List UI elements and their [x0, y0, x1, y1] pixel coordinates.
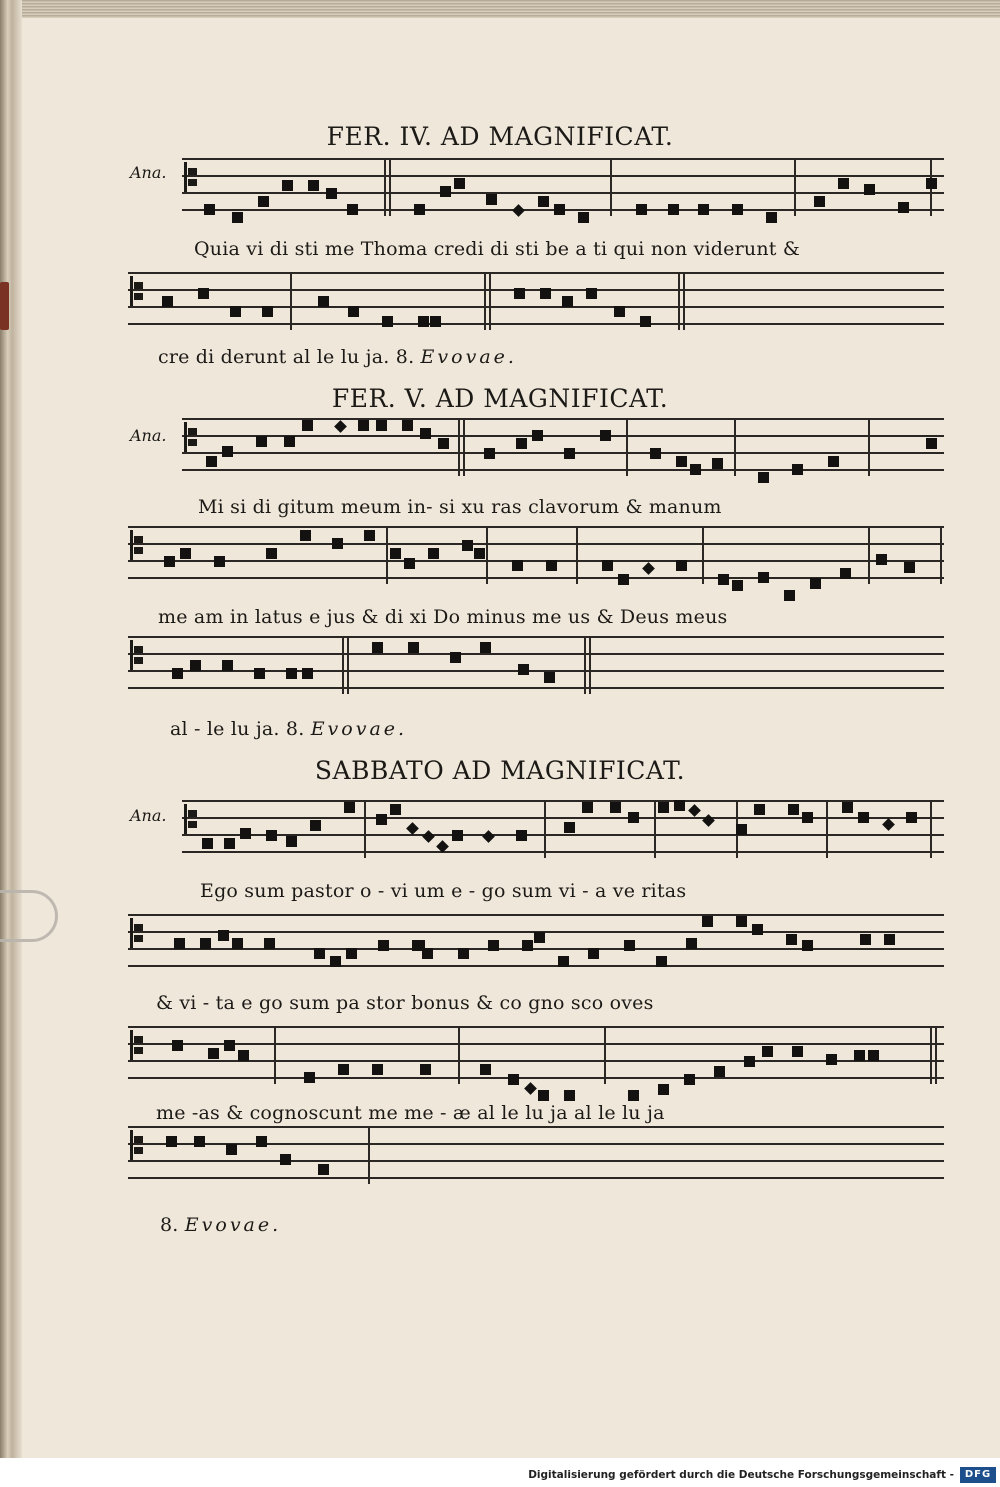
neume-note: [200, 938, 211, 949]
staff-line: [128, 306, 944, 308]
neume-note: [712, 458, 723, 469]
neume-note: [414, 204, 425, 215]
staff-line: [128, 272, 944, 274]
staff-line: [128, 560, 944, 562]
neume-note: [474, 548, 485, 559]
staff-line: [128, 1077, 944, 1079]
neume-note: [868, 1050, 879, 1061]
bar-line: [368, 1126, 370, 1184]
neume-note: [218, 930, 229, 941]
lyric-line: me am in latus e jus & di xi Do minus me us & Deus meus: [158, 606, 728, 628]
neume-note: [480, 1064, 491, 1075]
neume-note: [792, 1046, 803, 1057]
c-clef-icon: [184, 162, 199, 192]
staff-line: [182, 452, 944, 454]
neume-note: [610, 802, 621, 813]
neume-note: [440, 186, 451, 197]
neume-note: [358, 420, 369, 431]
psalm-tone-evovae: Evovae.: [420, 346, 517, 368]
neume-note: [840, 568, 851, 579]
neume-note: [690, 464, 701, 475]
neume-note: [676, 560, 687, 571]
lyric-line: [170, 718, 407, 740]
neume-note: [284, 436, 295, 447]
neume-note: [538, 196, 549, 207]
neume-note: [452, 830, 463, 841]
neume-note: [372, 1064, 383, 1075]
neume-note: [172, 668, 183, 679]
c-clef-icon: [130, 1130, 145, 1160]
c-clef-icon: [130, 1030, 145, 1060]
neume-note: [688, 804, 701, 817]
c-clef-icon: [130, 918, 145, 948]
neume-note: [308, 180, 319, 191]
neume-note: [258, 196, 269, 207]
neume-note: [650, 448, 661, 459]
neume-note: [458, 948, 469, 959]
c-clef-icon: [184, 422, 199, 452]
neume-note: [512, 560, 523, 571]
neume-note: [438, 438, 449, 449]
neume-note: [418, 316, 429, 327]
neume-note: [736, 916, 747, 927]
neume-note: [344, 802, 355, 813]
neume-note: [860, 934, 871, 945]
neume-note: [884, 934, 895, 945]
neume-note: [522, 940, 533, 951]
neume-note: [754, 804, 765, 815]
neume-note: [304, 1072, 315, 1083]
neume-note: [302, 420, 313, 431]
lyric-line: me -as & cognoscunt me me - æ al le lu ja al le lu ja: [156, 1102, 665, 1124]
section-heading-fer-iv: FER. IV. AD MAGNIFICAT.: [326, 122, 674, 151]
bar-line: [794, 158, 796, 216]
neume-note: [698, 204, 709, 215]
psalm-tone-evovae: Evovae.: [184, 1214, 282, 1236]
music-staff: [182, 158, 944, 214]
neume-note: [744, 1056, 755, 1067]
neume-note: [450, 652, 461, 663]
bar-line: [930, 1026, 932, 1084]
neume-note: [864, 184, 875, 195]
staff-line: [182, 817, 944, 819]
neume-note: [404, 558, 415, 569]
staff-line: [128, 1126, 944, 1128]
neume-note: [558, 956, 569, 967]
neume-note: [624, 940, 635, 951]
neume-note: [562, 296, 573, 307]
staff-line: [182, 800, 944, 802]
neume-note: [314, 948, 325, 959]
neume-note: [642, 562, 655, 575]
neume-note: [718, 574, 729, 585]
neume-note: [286, 836, 297, 847]
neume-note: [326, 188, 337, 199]
neume-note: [792, 464, 803, 475]
neume-note: [668, 204, 679, 215]
staff-line: [128, 1160, 944, 1162]
c-clef-icon: [130, 530, 145, 560]
bar-line: [274, 1026, 276, 1084]
neume-note: [600, 430, 611, 441]
neume-note: [538, 1090, 549, 1101]
neume-note: [214, 556, 225, 567]
neume-note: [208, 1048, 219, 1059]
music-staff: [182, 800, 944, 856]
neume-note: [702, 916, 713, 927]
staff-line: [182, 175, 944, 177]
c-clef-icon: [130, 276, 145, 306]
neume-note: [222, 446, 233, 457]
neume-note: [256, 1136, 267, 1147]
bar-line: [386, 526, 388, 584]
neume-note: [898, 202, 909, 213]
neume-note: [906, 812, 917, 823]
neume-note: [402, 420, 413, 431]
neume-note: [732, 580, 743, 591]
neume-note: [408, 642, 419, 653]
neume-note: [174, 938, 185, 949]
neume-note: [376, 814, 387, 825]
neume-note: [378, 940, 389, 951]
bar-line: [384, 158, 386, 216]
staff-line: [128, 526, 944, 528]
neume-note: [686, 938, 697, 949]
neume-note: [254, 668, 265, 679]
neume-note: [422, 948, 433, 959]
staff-line: [128, 1060, 944, 1062]
neume-note: [206, 456, 217, 467]
bar-line: [342, 636, 344, 694]
neume-note: [676, 456, 687, 467]
neume-note: [346, 948, 357, 959]
neume-note: [758, 472, 769, 483]
neume-note: [736, 824, 747, 835]
neume-note: [540, 288, 551, 299]
neume-note: [348, 306, 359, 317]
neume-note: [814, 196, 825, 207]
neume-note: [826, 1054, 837, 1065]
neume-note: [854, 1050, 865, 1061]
section-heading-fer-v: FER. V. AD MAGNIFICAT.: [331, 384, 669, 413]
neume-note: [674, 800, 685, 811]
staff-line: [128, 543, 944, 545]
neume-note: [162, 296, 173, 307]
neume-note: [280, 1154, 291, 1165]
lyric-line: [160, 1214, 281, 1236]
neume-note: [230, 306, 241, 317]
staff-line: [182, 435, 944, 437]
neume-note: [198, 288, 209, 299]
paper-clip-icon: [0, 890, 58, 942]
neume-note: [406, 822, 419, 835]
lyric-line: Quia vi di sti me Thoma credi di sti be a ti qui non viderunt &: [194, 238, 800, 260]
neume-note: [926, 178, 937, 189]
staff-line: [128, 687, 944, 689]
page-paper: [8, 0, 1000, 1474]
neume-note: [334, 420, 347, 433]
neume-note: [614, 306, 625, 317]
music-staff: [128, 636, 944, 692]
neume-note: [602, 560, 613, 571]
neume-note: [564, 448, 575, 459]
staff-line: [128, 965, 944, 967]
staff-line: [182, 851, 944, 853]
neume-note: [758, 572, 769, 583]
music-staff: [182, 418, 944, 474]
neume-note: [266, 830, 277, 841]
antiphon-label: Ana.: [130, 806, 167, 825]
c-clef-icon: [130, 640, 145, 670]
neume-note: [876, 554, 887, 565]
bar-line: [584, 636, 586, 694]
bar-line: [678, 272, 680, 330]
neume-note: [264, 938, 275, 949]
psalm-tone-evovae: Evovae.: [310, 718, 408, 740]
neume-note: [766, 212, 777, 223]
neume-note: [300, 530, 311, 541]
neume-note: [514, 288, 525, 299]
music-staff: [128, 526, 944, 582]
neume-note: [484, 448, 495, 459]
neume-note: [166, 1136, 177, 1147]
staff-line: [128, 636, 944, 638]
neume-note: [858, 812, 869, 823]
neume-note: [232, 212, 243, 223]
neume-note: [454, 178, 465, 189]
neume-note: [732, 204, 743, 215]
staff-line: [128, 948, 944, 950]
neume-note: [582, 802, 593, 813]
neume-note: [164, 556, 175, 567]
neume-note: [842, 802, 853, 813]
bar-line: [626, 418, 628, 476]
neume-note: [202, 838, 213, 849]
neume-note: [194, 1136, 205, 1147]
staff-line: [182, 192, 944, 194]
neume-note: [488, 940, 499, 951]
staff-line: [128, 1026, 944, 1028]
antiphon-label: Ana.: [130, 163, 167, 182]
lyric-text: cre di derunt al le lu ja. 8.: [158, 346, 421, 368]
neume-note: [330, 956, 341, 967]
staff-line: [182, 469, 944, 471]
staff-line: [128, 1177, 944, 1179]
bar-line: [290, 272, 292, 330]
neume-note: [232, 938, 243, 949]
neume-note: [658, 802, 669, 813]
footer-credit-text: Digitalisierung gefördert durch die Deutsche Forschungsgemeinschaft -: [528, 1469, 954, 1481]
section-heading-sabbato: SABBATO AD MAGNIFICAT.: [314, 756, 686, 785]
staff-line: [182, 158, 944, 160]
neume-note: [204, 204, 215, 215]
book-left-edge: [0, 0, 22, 1458]
neume-note: [332, 538, 343, 549]
staff-line: [128, 1143, 944, 1145]
bar-line: [654, 800, 656, 858]
neume-note: [302, 668, 313, 679]
bar-line: [940, 526, 942, 584]
lyric-line: Ego sum pastor o - vi um e - go sum vi - a ve ritas: [200, 880, 687, 902]
neume-note: [578, 212, 589, 223]
bar-line: [930, 800, 932, 858]
neume-note: [656, 956, 667, 967]
neume-note: [282, 180, 293, 191]
neume-note: [222, 660, 233, 671]
neume-note: [390, 804, 401, 815]
book-top-edge: [22, 0, 1000, 18]
music-staff: [128, 914, 944, 970]
neume-note: [588, 948, 599, 959]
lyric-text: 8.: [160, 1214, 185, 1236]
neume-note: [256, 436, 267, 447]
music-staff: [128, 1026, 944, 1082]
neume-note: [480, 642, 491, 653]
neume-note: [318, 296, 329, 307]
neume-note: [636, 204, 647, 215]
neume-note: [347, 204, 358, 215]
staff-line: [128, 1043, 944, 1045]
neume-note: [534, 932, 545, 943]
neume-note: [190, 660, 201, 671]
bar-line: [364, 800, 366, 858]
bar-line: [486, 526, 488, 584]
neume-note: [532, 430, 543, 441]
neume-note: [640, 316, 651, 327]
neume-note: [544, 672, 555, 683]
staff-line: [128, 323, 944, 325]
neume-note: [286, 668, 297, 679]
neume-note: [372, 642, 383, 653]
neume-note: [752, 924, 763, 935]
neume-note: [586, 288, 597, 299]
bar-line: [458, 1026, 460, 1084]
staff-line: [128, 653, 944, 655]
neume-note: [486, 194, 497, 205]
neume-note: [554, 204, 565, 215]
neume-note: [420, 428, 431, 439]
neume-note: [516, 830, 527, 841]
lyric-line: Mi si di gitum meum in- si xu ras clavorum & manum: [198, 496, 722, 518]
neume-note: [904, 562, 915, 573]
neume-note: [926, 438, 937, 449]
neume-note: [482, 830, 495, 843]
neume-note: [364, 530, 375, 541]
neume-note: [802, 940, 813, 951]
neume-note: [180, 548, 191, 559]
neume-note: [240, 828, 251, 839]
neume-note: [628, 1090, 639, 1101]
neume-note: [376, 420, 387, 431]
antiphon-label: Ana.: [130, 426, 167, 445]
neume-note: [518, 664, 529, 675]
neume-note: [658, 1084, 669, 1095]
staff-line: [128, 577, 944, 579]
bar-line: [458, 418, 460, 476]
neume-note: [564, 1090, 575, 1101]
neume-note: [262, 306, 273, 317]
neume-note: [462, 540, 473, 551]
staff-line: [182, 418, 944, 420]
neume-note: [382, 316, 393, 327]
neume-note: [266, 548, 277, 559]
neume-note: [762, 1046, 773, 1057]
bar-line: [610, 158, 612, 216]
neume-note: [420, 1064, 431, 1075]
staff-line: [128, 289, 944, 291]
neume-note: [546, 560, 557, 571]
dfg-logo: DFG: [960, 1467, 996, 1483]
neume-note: [310, 820, 321, 831]
bar-line: [544, 800, 546, 858]
neume-note: [238, 1050, 249, 1061]
neume-note: [684, 1074, 695, 1085]
neume-note: [516, 438, 527, 449]
lyric-line: & vi - ta e go sum pa stor bonus & co gno sco oves: [156, 992, 654, 1014]
neume-note: [172, 1040, 183, 1051]
bar-line: [868, 526, 870, 584]
neume-note: [428, 548, 439, 559]
bookmark-tab: [0, 282, 9, 330]
neume-note: [802, 812, 813, 823]
lyric-line: [158, 346, 517, 368]
neume-note: [338, 1064, 349, 1075]
neume-note: [318, 1164, 329, 1175]
music-staff: [128, 272, 944, 328]
neume-note: [810, 578, 821, 589]
neume-note: [508, 1074, 519, 1085]
neume-note: [628, 812, 639, 823]
neume-note: [430, 316, 441, 327]
neume-note: [224, 838, 235, 849]
bar-line: [868, 418, 870, 476]
neume-note: [422, 830, 435, 843]
bar-line: [734, 418, 736, 476]
neume-note: [784, 590, 795, 601]
staff-line: [128, 914, 944, 916]
neume-note: [882, 818, 895, 831]
bar-line: [576, 526, 578, 584]
neume-note: [618, 574, 629, 585]
bar-line: [484, 272, 486, 330]
c-clef-icon: [184, 804, 199, 834]
neume-note: [564, 822, 575, 833]
neume-note: [714, 1066, 725, 1077]
music-staff: [128, 1126, 944, 1182]
neume-note: [786, 934, 797, 945]
lyric-text: al - le lu ja. 8.: [170, 718, 311, 740]
bar-line: [826, 800, 828, 858]
neume-note: [788, 804, 799, 815]
neume-note: [390, 548, 401, 559]
bar-line: [604, 1026, 606, 1084]
bar-line: [702, 526, 704, 584]
neume-note: [226, 1144, 237, 1155]
neume-note: [828, 456, 839, 467]
neume-note: [224, 1040, 235, 1051]
neume-note: [838, 178, 849, 189]
staff-line: [128, 670, 944, 672]
